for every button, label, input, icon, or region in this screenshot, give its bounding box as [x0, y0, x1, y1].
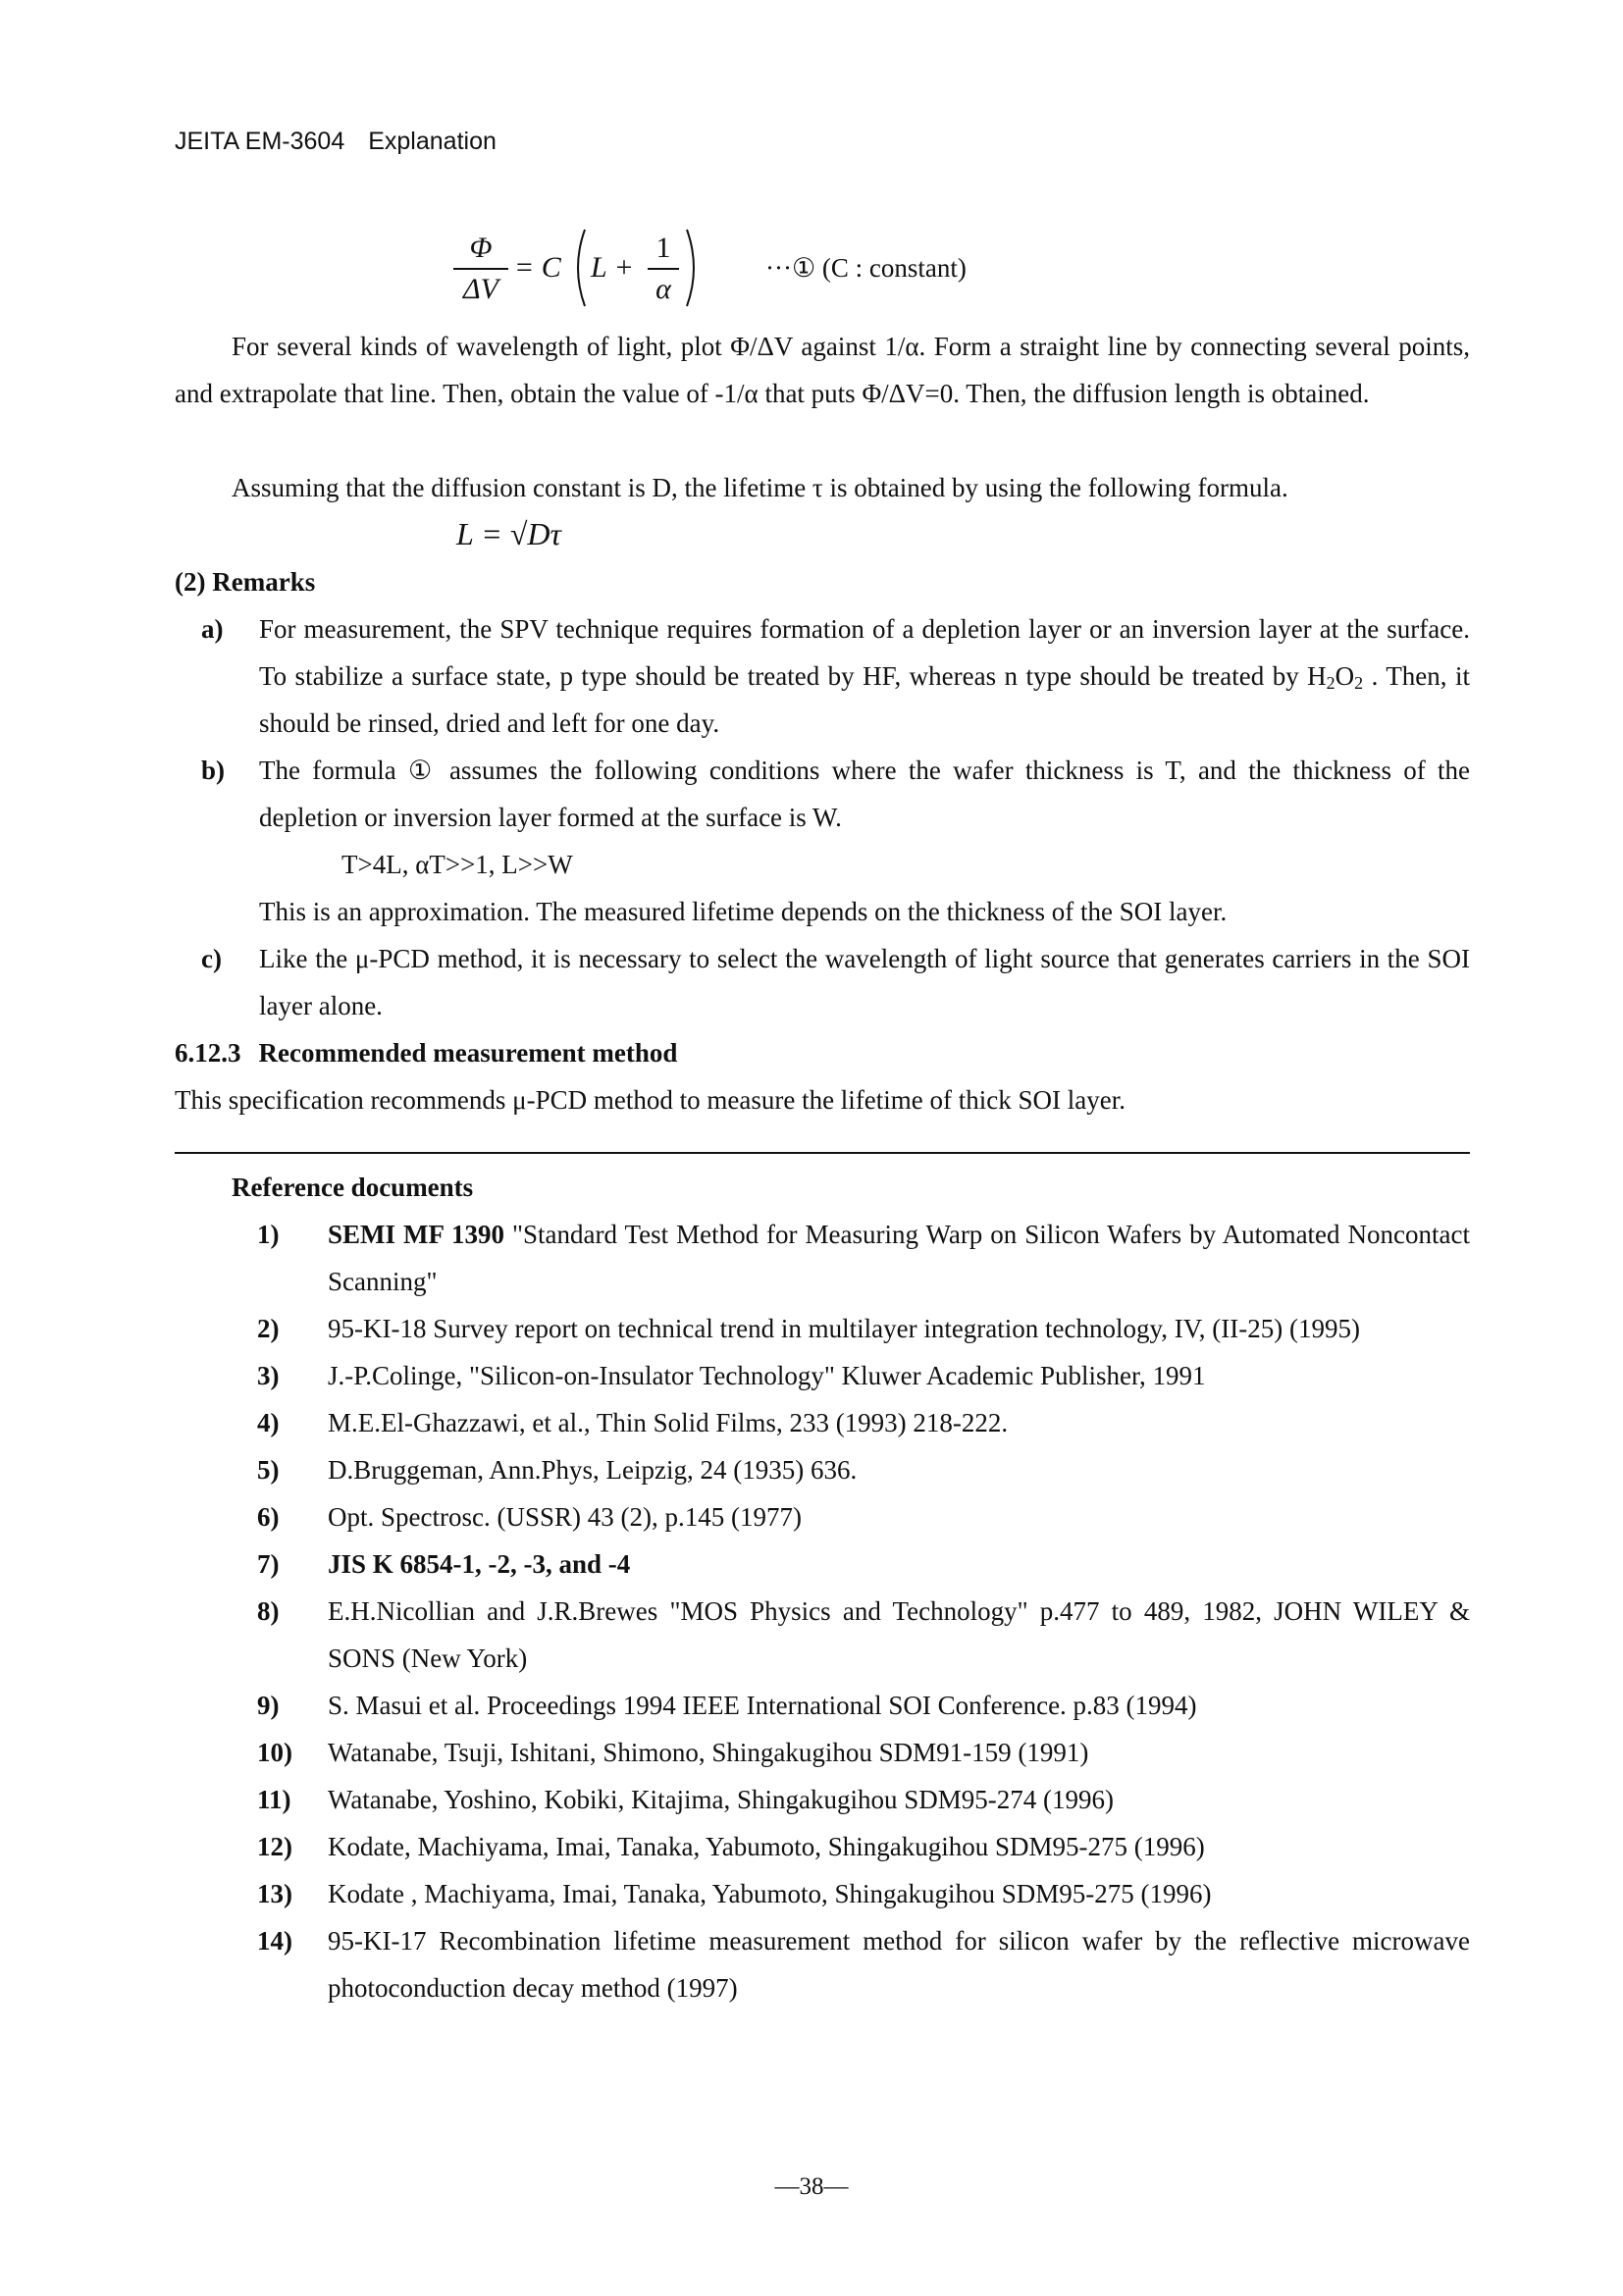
ref-number: 11) — [257, 1785, 291, 1814]
ref-number: 12) — [257, 1832, 292, 1861]
remark-a-text: For measurement, the SPV technique requires formation of a depletion layer or an inversion layer at the surface. To stabilize a surface state, p type should be treated by HF, whereas n type should be treated by $H_2O_2$ . Then, it should be rinsed, dried and left for one day. — [259, 614, 1470, 738]
ref-text: Kodate , Machiyama, Imai, Tanaka, Yabumoto, Shingakugihou SDM95-275 (1996) — [328, 1879, 1212, 1908]
ref-number: 4) — [257, 1408, 280, 1437]
remark-b-note: This is an approximation. The measured lifetime depends on the thickness of the SOI layer. — [259, 897, 1228, 926]
formula-equals-c: = C — [514, 251, 561, 284]
section-number: 6.12.3 — [175, 1038, 241, 1068]
remark-b-text: The formula ① assumes the following conditions where the wafer thickness is T, and the thickness of the depletion or inversion layer formed at the surface is W. — [259, 756, 1470, 832]
document-code: JEITA EM-3604 — [175, 128, 345, 155]
ref-text: M.E.El-Ghazzawi, et al., Thin Solid Films, 233 (1993) 218-222. — [328, 1408, 1009, 1437]
ref-number: 14) — [257, 1926, 292, 1956]
ref-text: JIS K 6854-1, -2, -3, and -4 — [328, 1549, 631, 1579]
left-paren-icon — [569, 228, 589, 308]
formula-term-l: L + — [591, 251, 634, 284]
ref-text: J.-P.Colinge, "Silicon-on-Insulator Technology" Kluwer Academic Publisher, 1991 — [328, 1361, 1206, 1390]
ref-text: SEMI MF 1390 "Standard Test Method for Measuring Warp on Silicon Wafers by Automated Noncontact Scanning" — [328, 1220, 1470, 1296]
ref-number: 2) — [257, 1314, 280, 1343]
ref-number: 1) — [257, 1220, 280, 1249]
ref-number: 3) — [257, 1361, 280, 1390]
ref-text: Watanabe, Yoshino, Kobiki, Kitajima, Shingakugihou SDM95-274 (1996) — [328, 1785, 1115, 1814]
remark-b-label: b) — [201, 756, 226, 785]
ref-number: 13) — [257, 1879, 292, 1908]
ref-number: 6) — [257, 1502, 280, 1532]
section-title: Recommended measurement method — [258, 1038, 678, 1068]
formula-lhs-fraction-bar — [453, 268, 508, 270]
ref-text: 95-KI-18 Survey report on technical trend in multilayer integration technology, IV, (II-25) (1995) — [328, 1314, 1360, 1343]
ref-number: 8) — [257, 1596, 280, 1626]
formula-marker: ···① (C : constant) — [765, 253, 967, 283]
section-text: This specification recommends μ-PCD method to measure the lifetime of thick SOI layer. — [175, 1085, 1126, 1115]
formula-diffusion-length: L = √Dτ — [456, 516, 561, 551]
ref-text: E.H.Nicollian and J.R.Brewes "MOS Physics and Technology" p.477 to 489, 1982, JOHN WILEY & SONS (New York) — [328, 1596, 1470, 1673]
divider — [175, 1152, 1470, 1154]
document-header — [175, 122, 497, 161]
formula-lhs-denominator: ΔV — [463, 273, 498, 305]
remark-c-text: Like the μ-PCD method, it is necessary to select the wavelength of light source that generates carriers in the SOI layer alone. — [259, 944, 1470, 1020]
page-number: —38— — [774, 2173, 849, 2200]
ref-text: D.Bruggeman, Ann.Phys, Leipzig, 24 (1935) 636. — [328, 1455, 858, 1485]
paragraph-lifetime-formula-intro: Assuming that the diffusion constant is D, the lifetime τ is obtained by using the following formula. — [232, 473, 1288, 502]
paragraph-plot-description: For several kinds of wavelength of light, plot Φ/ΔV against 1/α. Form a straight line by connecting several points, and extrapolate that line. Then, obtain the value of -1/α that puts Φ/ΔV=0. Then, the diffusion length is obtained. — [175, 332, 1470, 408]
ref-text: 95-KI-17 Recombination lifetime measurement method for silicon wafer by the reflective microwave photoconduction decay method (1997) — [328, 1926, 1470, 2003]
remark-b-conditions: T>4L, αT>>1, L>>W — [341, 850, 573, 879]
ref-text: S. Masui et al. Proceedings 1994 IEEE International SOI Conference. p.83 (1994) — [328, 1691, 1197, 1720]
ref-number: 10) — [257, 1738, 292, 1767]
section-heading — [175, 1029, 677, 1076]
remarks-heading: (2) Remarks — [175, 567, 316, 597]
formula-rhs-numerator: 1 — [655, 232, 671, 264]
formula-phi-over-delta-v — [442, 224, 1070, 312]
ref-text: Watanabe, Tsuji, Ishitani, Shimono, Shingakugihou SDM91-159 (1991) — [328, 1738, 1089, 1767]
ref-text: Kodate, Machiyama, Imai, Tanaka, Yabumoto, Shingakugihou SDM95-275 (1996) — [328, 1832, 1205, 1861]
formula-rhs-fraction-bar — [648, 268, 679, 270]
ref-number: 5) — [257, 1455, 280, 1485]
right-paren-icon — [683, 228, 703, 308]
document-section: Explanation — [368, 128, 497, 155]
remark-c-label: c) — [201, 944, 222, 973]
remark-a-label: a) — [201, 614, 224, 644]
ref-number: 9) — [257, 1691, 280, 1720]
formula-lhs-numerator: Φ — [469, 232, 493, 264]
formula-rhs-denominator: α — [655, 273, 671, 305]
ref-number: 7) — [257, 1549, 280, 1579]
ref-text: Opt. Spectrosc. (USSR) 43 (2), p.145 (1977) — [328, 1502, 802, 1532]
references-heading: Reference documents — [232, 1173, 474, 1202]
